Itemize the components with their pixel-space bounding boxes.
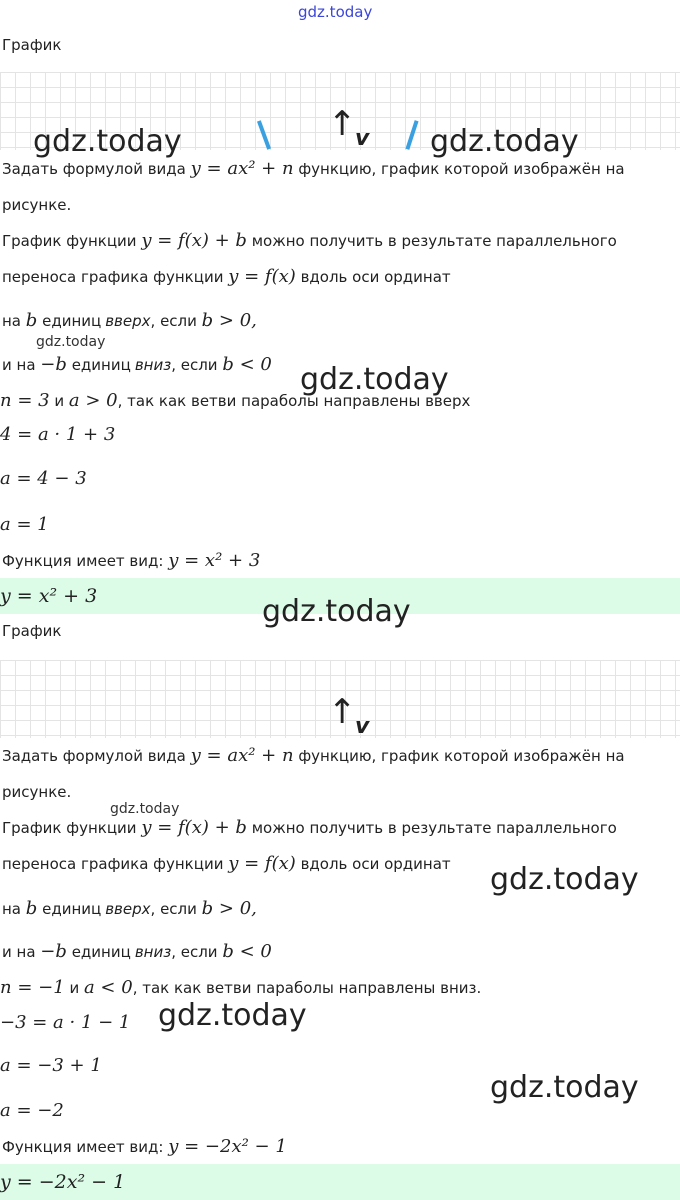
text: , если — [171, 943, 218, 961]
task-text: функцию, график которой изображён на — [298, 747, 625, 765]
shift-up-line — [2, 898, 257, 919]
math: b > 0, — [201, 310, 257, 331]
task-line-2: рисунке. — [2, 196, 72, 214]
equation: a = −3 + 1 — [0, 1055, 102, 1076]
rule-text: переноса графика функции — [2, 268, 224, 286]
answer-formula: y = −2x² − 1 — [0, 1171, 126, 1193]
rule-text: График функции — [2, 819, 137, 837]
math: a < 0 — [83, 977, 133, 998]
graph-image — [0, 660, 680, 738]
text: , если — [150, 900, 197, 918]
emphasis: вверх — [105, 312, 151, 330]
watermark: gdz.today — [33, 124, 182, 159]
text: на — [2, 900, 21, 918]
text: единиц — [71, 943, 131, 961]
rule-line-2 — [2, 266, 451, 287]
math: b — [25, 310, 38, 331]
answer-formula: y = x² + 3 — [0, 585, 98, 607]
equation: −3 = a · 1 − 1 — [0, 1012, 131, 1033]
shift-down-line — [2, 941, 272, 962]
task-line — [2, 745, 625, 766]
text: единиц — [42, 312, 102, 330]
rule-text: можно получить в результате параллельного — [251, 232, 617, 250]
result-line — [2, 550, 260, 571]
axis-label: v — [355, 126, 370, 150]
rule-line — [2, 230, 617, 251]
shift-down-line — [2, 354, 272, 375]
task-line-2: рисунке. — [2, 783, 72, 801]
equation: 4 = a · 1 + 3 — [0, 424, 116, 445]
watermark: gdz.today — [430, 124, 579, 159]
axis-label: v — [355, 714, 370, 738]
text: Функция имеет вид: — [2, 552, 164, 570]
text: , если — [171, 356, 218, 374]
task-line — [2, 158, 625, 179]
equation: a = −2 — [0, 1100, 64, 1121]
math: b — [25, 898, 38, 919]
task-text: функцию, график которой изображён на — [298, 160, 625, 178]
rule-line — [2, 817, 617, 838]
text: и на — [2, 356, 36, 374]
y-axis-arrow-icon: ↑ — [328, 104, 357, 144]
text: , если — [150, 312, 197, 330]
parabola-right-branch — [405, 120, 418, 150]
math: y = −2x² − 1 — [168, 1136, 287, 1157]
rule-formula: y = f(x) + b — [141, 817, 247, 838]
rule-text: можно получить в результате параллельного — [251, 819, 617, 837]
rule-text: вдоль оси ординат — [300, 268, 451, 286]
math: a > 0 — [68, 390, 118, 411]
watermark: gdz.today — [158, 998, 307, 1033]
math: n = −1 — [0, 977, 65, 998]
text: , так как ветви параболы направлены вниз. — [132, 979, 482, 997]
watermark: gdz.today — [490, 1070, 639, 1105]
math: b < 0 — [222, 354, 272, 375]
task-text: Задать формулой вида — [2, 160, 186, 178]
watermark: gdz.today — [36, 334, 106, 350]
section-title: График — [2, 36, 62, 54]
math: b > 0, — [201, 898, 257, 919]
header-watermark: gdz.today — [298, 3, 373, 21]
rule-text: График функции — [2, 232, 137, 250]
text: и на — [2, 943, 36, 961]
step-line — [0, 977, 481, 998]
answer-box — [0, 1164, 680, 1200]
text: единиц — [42, 900, 102, 918]
rule-text: переноса графика функции — [2, 855, 224, 873]
emphasis: вниз — [134, 356, 172, 374]
result-line — [2, 1136, 287, 1157]
text: единиц — [71, 356, 131, 374]
emphasis: вверх — [105, 900, 151, 918]
rule-formula: y = f(x) + b — [141, 230, 247, 251]
equation: a = 4 − 3 — [0, 468, 87, 489]
watermark: gdz.today — [262, 594, 411, 629]
text: , так как ветви параболы направлены вверх — [117, 392, 471, 410]
equation: a = 1 — [0, 514, 49, 535]
math: −b — [40, 354, 67, 375]
task-formula: y = ax² + n — [190, 158, 294, 179]
math: y = x² + 3 — [168, 550, 261, 571]
rule-formula: y = f(x) — [228, 266, 296, 287]
text: и — [69, 979, 80, 997]
rule-formula: y = f(x) — [228, 853, 296, 874]
task-text: Задать формулой вида — [2, 747, 186, 765]
y-axis-arrow-icon: ↑ — [328, 692, 357, 732]
text: и — [54, 392, 65, 410]
text: на — [2, 312, 21, 330]
shift-up-line — [2, 310, 257, 331]
watermark: gdz.today — [300, 362, 449, 397]
text: Функция имеет вид: — [2, 1138, 164, 1156]
rule-line-2 — [2, 853, 451, 874]
watermark: gdz.today — [490, 862, 639, 897]
rule-text: вдоль оси ординат — [300, 855, 451, 873]
math: n = 3 — [0, 390, 50, 411]
emphasis: вниз — [134, 943, 172, 961]
watermark: gdz.today — [110, 801, 180, 817]
section-title: График — [2, 622, 62, 640]
math: b < 0 — [222, 941, 272, 962]
task-formula: y = ax² + n — [190, 745, 294, 766]
parabola-left-branch — [257, 120, 271, 150]
math: −b — [40, 941, 67, 962]
